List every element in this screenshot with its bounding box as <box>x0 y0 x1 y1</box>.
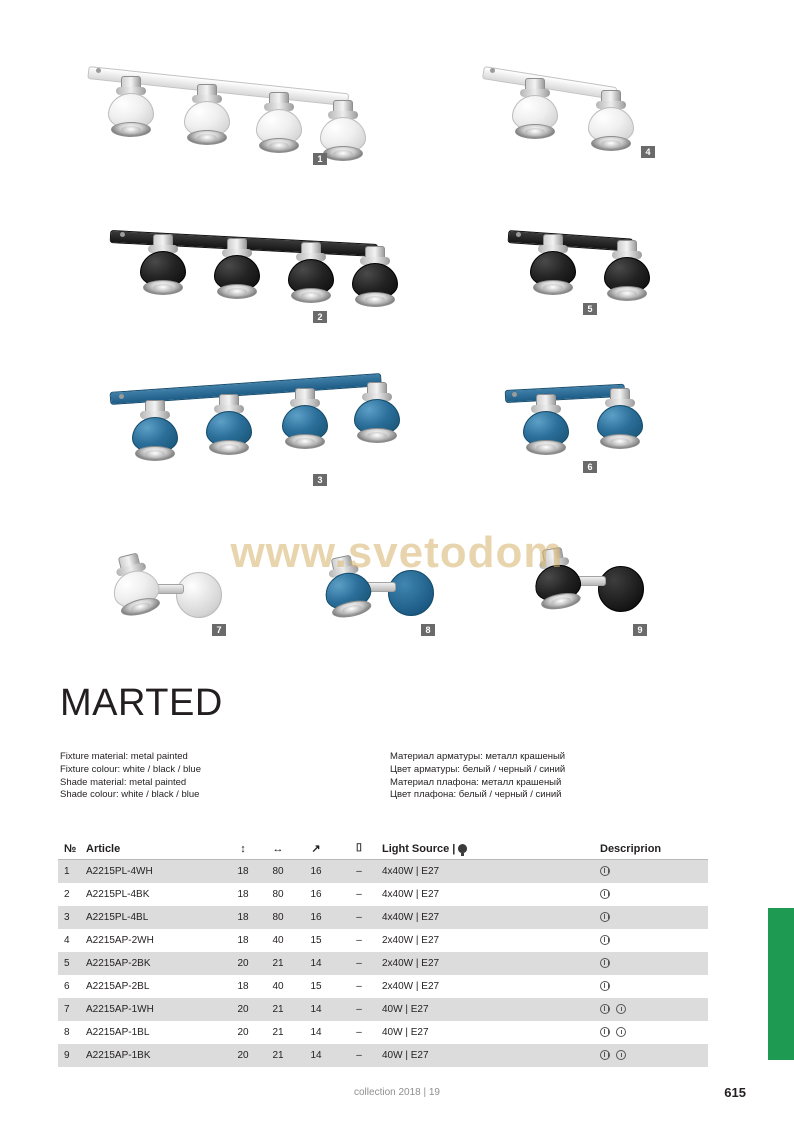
lamp-head <box>588 90 634 152</box>
cell-no: 8 <box>64 1027 70 1038</box>
lamp-head <box>530 234 576 296</box>
lamp-head <box>256 92 302 154</box>
socket-icon <box>600 1050 610 1060</box>
cell-height: 20 <box>237 1027 249 1038</box>
image-tag-8: 8 <box>421 624 435 636</box>
wall-plate <box>598 566 644 612</box>
screw-icon <box>512 392 517 397</box>
cell-height: 20 <box>237 958 249 969</box>
cell-height: 18 <box>237 912 249 923</box>
cell-light-source: 2x40W | E27 <box>382 958 440 969</box>
socket-icon <box>600 935 610 945</box>
table-row <box>58 975 708 998</box>
product-image-2 <box>110 218 410 328</box>
screw-icon <box>96 68 101 73</box>
table-row <box>58 952 708 975</box>
spec-line: Fixture colour: white / black / blue <box>60 763 201 775</box>
product-image-4 <box>483 60 663 160</box>
image-tag-6: 6 <box>583 461 597 473</box>
light-source-label: Light Source | <box>382 842 456 855</box>
lamp-head <box>354 382 400 444</box>
table-row <box>58 929 708 952</box>
screw-icon <box>120 232 125 237</box>
cell-light-source: 40W | E27 <box>382 1027 429 1038</box>
cell-extra: – <box>356 958 362 969</box>
image-tag-4: 4 <box>641 146 655 158</box>
lamp-head <box>318 552 376 622</box>
spec-line: Материал арматуры: металл крашеный <box>390 751 566 762</box>
lamp-head <box>512 78 558 140</box>
cell-height: 20 <box>237 1050 249 1061</box>
cell-width: 40 <box>272 981 284 992</box>
specs-russian <box>390 751 565 802</box>
cell-width: 21 <box>272 958 284 969</box>
table-header-row <box>58 838 708 860</box>
image-tag-3: 3 <box>313 474 327 486</box>
image-tag-5: 5 <box>583 303 597 315</box>
cell-depth: 14 <box>310 1050 322 1061</box>
cell-depth: 14 <box>310 1027 322 1038</box>
cell-article: A2215AP-2BL <box>86 981 150 992</box>
spec-line: Цвет плафона: белый / черный / синий <box>390 789 562 801</box>
lamp-head <box>105 549 165 620</box>
cell-no: 9 <box>64 1050 70 1061</box>
lamp-head <box>352 246 398 308</box>
product-image-1 <box>88 58 378 168</box>
col-header-depth: ↗ <box>311 843 321 855</box>
cell-depth: 15 <box>310 935 322 946</box>
page-title: MARTED <box>60 682 223 724</box>
image-tag-7: 7 <box>212 624 226 636</box>
cell-extra: – <box>356 912 362 923</box>
cell-width: 80 <box>272 912 284 923</box>
cell-width: 21 <box>272 1004 284 1015</box>
cell-no: 5 <box>64 958 70 969</box>
cell-width: 80 <box>272 889 284 900</box>
cell-description <box>582 912 702 923</box>
spec-line: Shade colour: white / black / blue <box>60 789 200 801</box>
socket-icon <box>600 1027 610 1037</box>
cell-no: 7 <box>64 1004 70 1015</box>
wall-plate <box>388 570 434 616</box>
cell-light-source: 2x40W | E27 <box>382 935 440 946</box>
cell-article: A2215AP-1BK <box>86 1050 151 1061</box>
table-row <box>58 860 708 883</box>
lamp-head <box>597 388 643 450</box>
cell-extra: – <box>356 981 362 992</box>
col-header-no: № <box>64 842 77 855</box>
socket-icon <box>600 912 610 922</box>
socket-icon <box>600 866 610 876</box>
screw-icon <box>516 232 521 237</box>
product-image-3 <box>110 378 420 488</box>
cell-depth: 14 <box>310 1004 322 1015</box>
cell-no: 2 <box>64 889 70 900</box>
cell-height: 20 <box>237 1004 249 1015</box>
cell-description <box>582 981 702 992</box>
product-table <box>58 838 708 1067</box>
cell-description <box>582 866 702 877</box>
bulb-icon <box>458 844 467 853</box>
cell-width: 21 <box>272 1050 284 1061</box>
lamp-head <box>184 84 230 146</box>
lamp-head <box>132 400 178 462</box>
cell-height: 18 <box>237 981 249 992</box>
socket-icon <box>600 981 610 991</box>
lamp-head <box>282 388 328 450</box>
cell-description <box>582 1004 702 1015</box>
cell-description <box>582 1027 702 1038</box>
cell-no: 4 <box>64 935 70 946</box>
lamp-head <box>529 544 585 613</box>
cell-extra: – <box>356 1004 362 1015</box>
cell-depth: 15 <box>310 981 322 992</box>
cell-light-source: 40W | E27 <box>382 1004 429 1015</box>
footer-collection: collection 2018 | 19 <box>354 1087 440 1098</box>
table-row <box>58 883 708 906</box>
spec-line: Материал плафона: металл крашеный <box>390 776 562 788</box>
cell-depth: 16 <box>310 866 322 877</box>
lamp-head <box>140 234 186 296</box>
switch-icon <box>616 1027 626 1037</box>
cell-article: A2215AP-1BL <box>86 1027 150 1038</box>
image-tag-2: 2 <box>313 311 327 323</box>
cell-article: A2215AP-2BK <box>86 958 151 969</box>
spec-line: Fixture material: metal painted <box>60 751 188 762</box>
cell-no: 3 <box>64 912 70 923</box>
col-header-width: ↔ <box>272 842 284 855</box>
table-row <box>58 1021 708 1044</box>
table-row <box>58 998 708 1021</box>
cell-height: 18 <box>237 866 249 877</box>
switch-icon <box>616 1050 626 1060</box>
col-header-extra: ⌷ <box>355 842 363 854</box>
cell-article: A2215AP-2WH <box>86 935 154 946</box>
screw-icon <box>490 68 495 73</box>
section-tab <box>768 908 794 1060</box>
socket-icon <box>600 958 610 968</box>
cell-light-source: 4x40W | E27 <box>382 912 440 923</box>
watermark: www.svetodom <box>230 528 564 577</box>
cell-no: 1 <box>64 866 70 877</box>
lamp-head <box>288 242 334 304</box>
cell-description <box>582 935 702 946</box>
cell-width: 21 <box>272 1027 284 1038</box>
switch-icon <box>616 1004 626 1014</box>
image-tag-1: 1 <box>313 153 327 165</box>
screw-icon <box>119 394 124 399</box>
cell-extra: – <box>356 866 362 877</box>
cell-height: 18 <box>237 935 249 946</box>
specs-english <box>60 751 201 802</box>
cell-article: A2215PL-4BL <box>86 912 149 923</box>
lamp-head <box>206 394 252 456</box>
cell-width: 40 <box>272 935 284 946</box>
lamp-head <box>108 76 154 138</box>
cell-description <box>582 1050 702 1061</box>
cell-article: A2215AP-1WH <box>86 1004 154 1015</box>
cell-description <box>582 889 702 900</box>
wall-plate <box>176 572 222 618</box>
image-tag-9: 9 <box>633 624 647 636</box>
cell-depth: 16 <box>310 912 322 923</box>
cell-light-source: 2x40W | E27 <box>382 981 440 992</box>
cell-article: A2215PL-4WH <box>86 866 153 877</box>
table-row <box>58 906 708 929</box>
cell-extra: – <box>356 935 362 946</box>
socket-icon <box>600 1004 610 1014</box>
spec-line: Shade material: metal painted <box>60 776 187 788</box>
col-header-article: Article <box>86 842 121 855</box>
cell-no: 6 <box>64 981 70 992</box>
cell-light-source: 40W | E27 <box>382 1050 429 1061</box>
cell-height: 18 <box>237 889 249 900</box>
cell-width: 80 <box>272 866 284 877</box>
lamp-head <box>604 240 650 302</box>
cell-light-source: 4x40W | E27 <box>382 866 440 877</box>
cell-extra: – <box>356 1027 362 1038</box>
page-number: 615 <box>724 1085 746 1100</box>
cell-description <box>582 958 702 969</box>
cell-extra: – <box>356 1050 362 1061</box>
col-header-description: Descriprion <box>600 842 662 855</box>
cell-light-source: 4x40W | E27 <box>382 889 440 900</box>
spec-line: Цвет арматуры: белый / черный / синий <box>390 763 566 775</box>
lamp-head <box>523 394 569 456</box>
col-header-height: ↕ <box>240 842 246 855</box>
lamp-head <box>214 238 260 300</box>
cell-extra: – <box>356 889 362 900</box>
cell-depth: 16 <box>310 889 322 900</box>
cell-depth: 14 <box>310 958 322 969</box>
socket-icon <box>600 889 610 899</box>
table-row <box>58 1044 708 1067</box>
col-header-light-source <box>382 843 582 855</box>
cell-article: A2215PL-4BK <box>86 889 150 900</box>
